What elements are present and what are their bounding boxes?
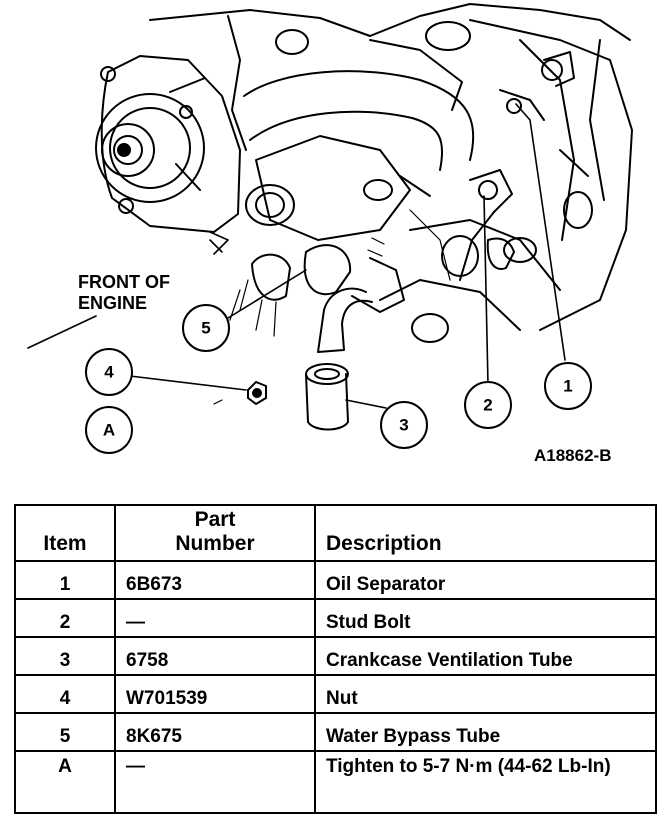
callouts: [86, 305, 591, 453]
table-row: [15, 599, 656, 637]
cell-item: A: [15, 751, 115, 813]
front-label-line1: FRONT OF: [78, 272, 170, 292]
cell-description: Oil Separator: [315, 561, 656, 599]
table-row: [15, 751, 656, 813]
cell-description: Crankcase Ventilation Tube: [315, 637, 656, 675]
callout-label-3: 3: [399, 415, 409, 435]
cell-item: 5: [15, 713, 115, 751]
header-part-line1: Part: [194, 508, 236, 531]
header-item: Item: [15, 505, 115, 561]
cell-description: Stud Bolt: [315, 599, 656, 637]
cell-part-number: 6B673: [115, 561, 315, 599]
oil-separator: [460, 52, 574, 280]
detail-strokes: [214, 210, 450, 404]
cell-description: Tighten to 5-7 N·m (44-62 Lb-In): [315, 751, 656, 813]
callout-label-A: A: [102, 420, 116, 440]
header-description: Description: [315, 505, 656, 561]
cell-item: 4: [15, 675, 115, 713]
table-row: [15, 675, 656, 713]
cell-part-number: 8K675: [115, 713, 315, 751]
table-row: [15, 713, 656, 751]
front-label-line2: ENGINE: [78, 293, 148, 313]
cell-item: 1: [15, 561, 115, 599]
table-header-row: [15, 505, 656, 561]
cell-part-number: —: [115, 599, 315, 637]
cell-item: 2: [15, 599, 115, 637]
cell-part-number: W701539: [115, 675, 315, 713]
header-part-line2: Number: [175, 532, 255, 555]
cell-part-number: —: [115, 751, 315, 813]
callout-label-5: 5: [201, 318, 211, 338]
table-row: [15, 637, 656, 675]
callout-label-1: 1: [563, 376, 573, 396]
figure-id: A18862-B: [534, 446, 612, 465]
cell-item: 3: [15, 637, 115, 675]
callout-label-2: 2: [483, 395, 493, 415]
crankcase-ventilation-tube: [306, 289, 372, 430]
table-row: [15, 561, 656, 599]
callout-label-4: 4: [104, 362, 114, 382]
cell-part-number: 6758: [115, 637, 315, 675]
thermostat-housing: [246, 136, 430, 240]
water-pump: [96, 56, 240, 232]
nut: [248, 382, 266, 404]
upper-hose: [244, 71, 473, 170]
parts-table: [14, 504, 657, 814]
header-part-number: [115, 505, 315, 561]
cell-description: Water Bypass Tube: [315, 713, 656, 751]
cell-description: Nut: [315, 675, 656, 713]
